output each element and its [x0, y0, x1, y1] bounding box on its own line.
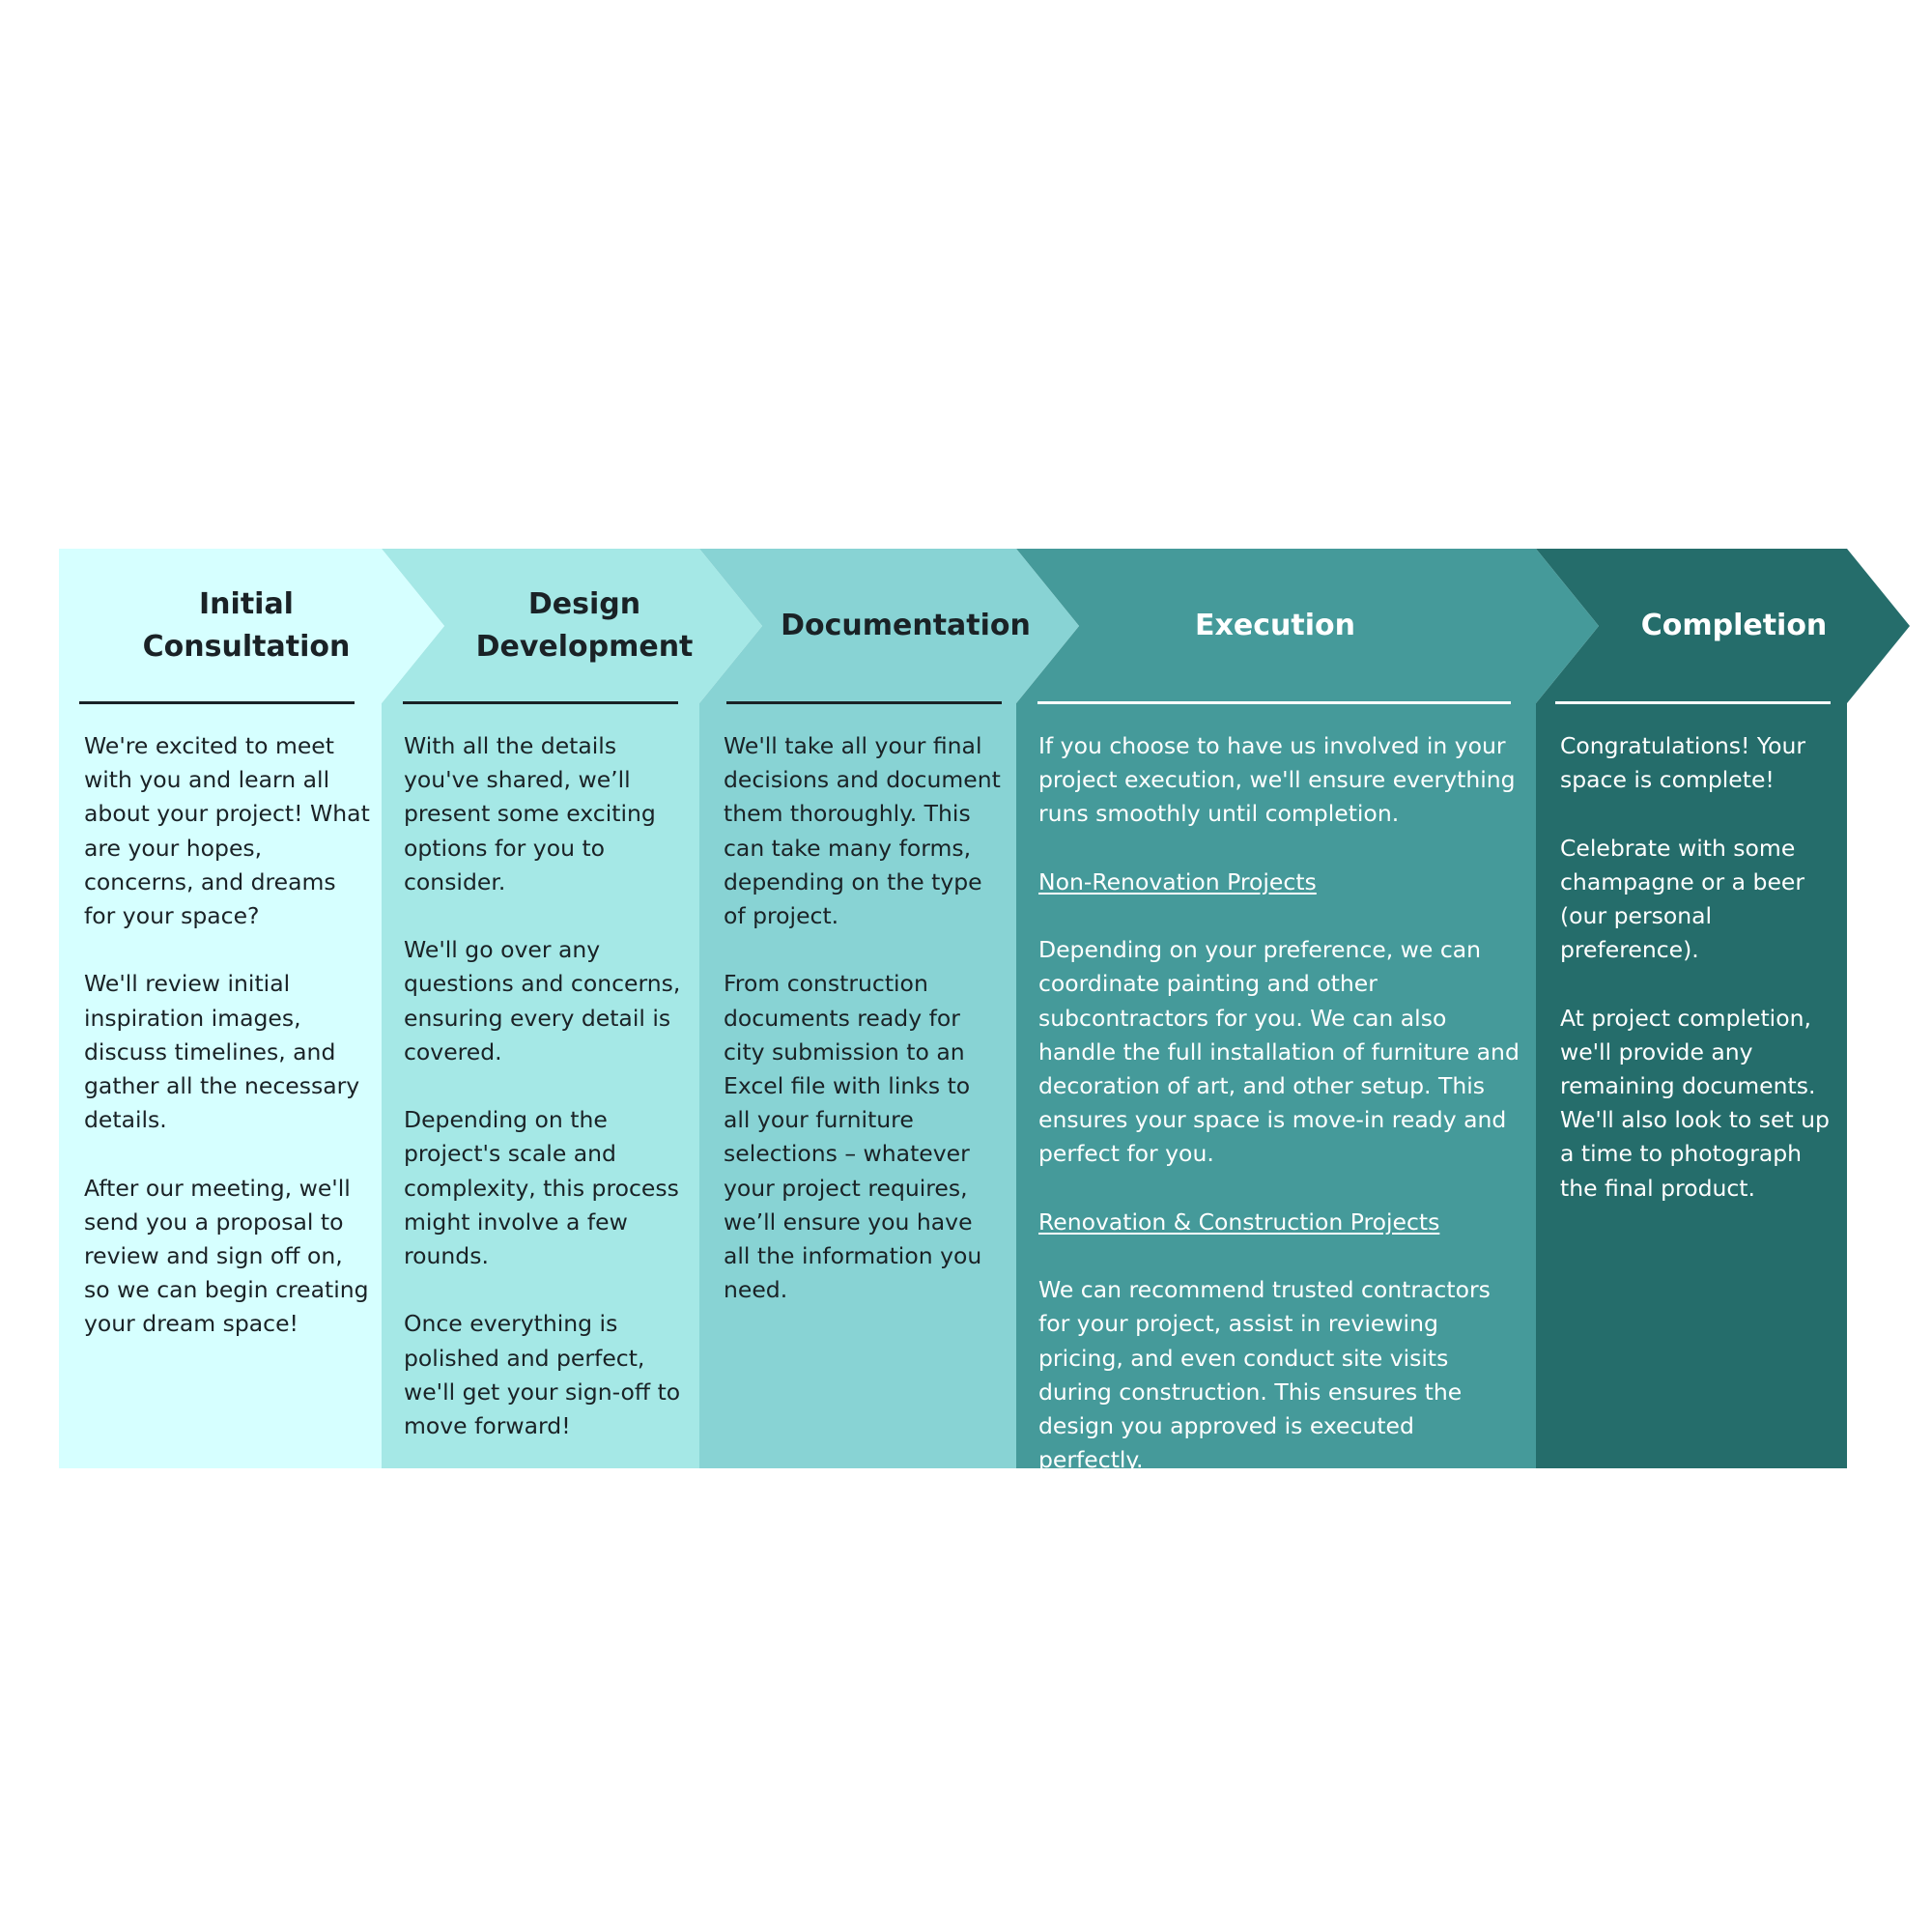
- step-paragraph: Depending on the project's scale and complexity, this process might involve a few rounds.: [404, 1106, 679, 1270]
- step-paragraph: With all the details you've shared, we’ll present some exciting options for you to consider.: [404, 732, 656, 895]
- step-body-initial-consultation: [84, 729, 374, 1376]
- step-divider: [1037, 701, 1511, 704]
- step-body-documentation: [724, 729, 1004, 1342]
- step-divider: [403, 701, 678, 704]
- step-paragraph: At project completion, we'll provide any remaining documents. We'll also look to set up a time to photograph the final product.: [1560, 1004, 1830, 1202]
- step-divider: [726, 701, 1002, 704]
- step-paragraph: Congratulations! Your space is complete!: [1560, 732, 1806, 794]
- step-paragraph: We can recommend trusted contractors for your project, assist in reviewing pricing, and even conduct site visits during construction. This ensures the design you approved is executed perfectly.: [1038, 1276, 1491, 1474]
- step-paragraph: We'll review initial inspiration images, discuss timelines, and gather all the necessary details.: [84, 970, 360, 1134]
- step-divider: [79, 701, 355, 704]
- step-paragraph: From construction documents ready for city submission to an Excel file with links to all your furniture selections – whatever your project requires, we’ll ensure you have all the information you need.: [724, 970, 982, 1304]
- step-body-design-development: [404, 729, 684, 1477]
- step-body-execution: [1038, 729, 1521, 1512]
- execution-subheading-non-renovation: Non-Renovation Projects: [1038, 867, 1317, 895]
- step-title-documentation: Documentation: [781, 609, 1031, 642]
- step-title-initial-consultation: Initial Consultation: [142, 587, 351, 664]
- execution-subheading-renovation: Renovation & Construction Projects: [1038, 1208, 1440, 1236]
- step-paragraph: We'll take all your final decisions and document them thoroughly. This can take many forms, depending on the type of project.: [724, 732, 1001, 930]
- step-paragraph: Celebrate with some champagne or a beer (our personal preference).: [1560, 834, 1805, 964]
- step-title-completion: Completion: [1640, 609, 1828, 642]
- step-paragraph: Depending on your preference, we can coordinate painting and other subcontractors for you. We can also handle the full installation of furniture and decoration of art, and other setup. This ensures your space is move-in ready and perfect for you.: [1038, 936, 1520, 1168]
- step-body-completion: [1560, 729, 1840, 1239]
- step-paragraph: We're excited to meet with you and learn all about your project! What are your hopes, concerns, and dreams for your space?: [84, 732, 370, 930]
- step-paragraph: After our meeting, we'll send you a proposal to review and sign off on, so we can begin creating your dream space!: [84, 1174, 369, 1338]
- step-paragraph: If you choose to have us involved in your project execution, we'll ensure everything runs smoothly until completion.: [1038, 732, 1516, 828]
- step-paragraph: We'll go over any questions and concerns, ensuring every detail is covered.: [404, 936, 681, 1065]
- step-title-design-development: Design Development: [475, 587, 694, 664]
- step-paragraph: Once everything is polished and perfect, we'll get your sign-off to move forward!: [404, 1310, 681, 1440]
- step-title-execution: Execution: [1195, 609, 1355, 642]
- step-divider: [1555, 701, 1831, 704]
